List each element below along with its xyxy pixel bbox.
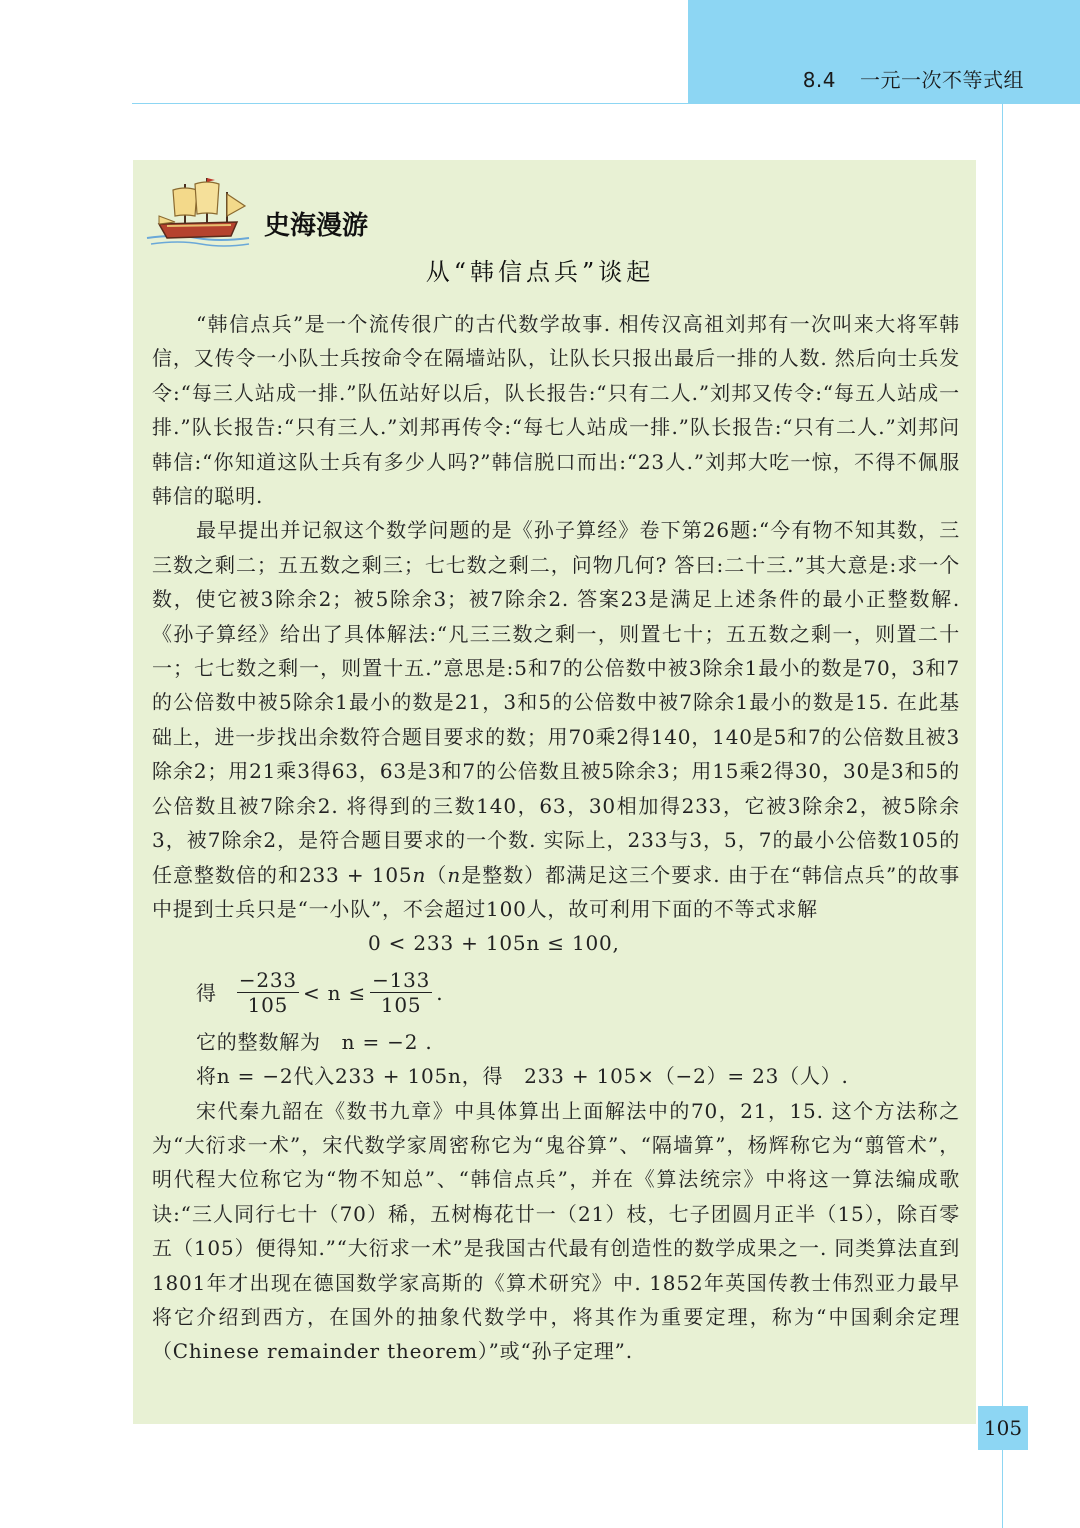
paragraph-sunzi-end: 是整数）都满足这三个要求. 由于在“韩信点兵”的故事中提到士兵只是“一小队”，不会超过100人，故可利用下面的不等式求解: [152, 862, 960, 921]
header-rule: [132, 103, 688, 104]
variable-n: n: [412, 862, 427, 887]
fraction-right-numerator: −133: [372, 968, 431, 993]
page-number: 105: [978, 1406, 1028, 1450]
article-title: 从“韩信点兵”谈起: [425, 258, 655, 286]
variable-n: n: [447, 862, 462, 887]
running-header: [0, 64, 1024, 93]
fraction-relation: < n ≤: [302, 980, 367, 1005]
paragraph-history: 宋代秦九韶在《数书九章》中具体算出上面解法中的70，21，15. 这个方法称之为“大衍求一术”，宋代数学家周密称它为“鬼谷算”、“隔墙算”，杨辉称它为“翦管术”，明代程大位称它为“物不知总”、“韩信点兵”，并在《算法统宗》中将这一算法编成歌诀:“三人同行七十（70）稀，五树梅花廿一（21）枝，七子团圆月正半（15），除百零五（105）便得知.”“大衍求一术”是我国古代最有创造性的数学成果之一. 同类算法直到1801年才出现在德国数学家高斯的《算术研究》中. 1852年英国传教士伟烈亚力最早将它介绍到西方，在国外的抽象代数学中，将其作为重要定理，称为“中国剩余定理（Chinese remainder theorem）”或“孙子定理”.: [152, 1098, 960, 1364]
section-number: 8.4: [802, 68, 836, 92]
fraction-left-denominator: 105: [247, 993, 289, 1018]
fraction-end: .: [436, 980, 444, 1005]
paragraph-sunzi: [152, 513, 960, 926]
fraction-right: [370, 968, 432, 1017]
paragraph-story: “韩信点兵”是一个流传很广的古代数学故事. 相传汉高祖刘邦有一次叫来大将军韩信，又传令一小队士兵按命令在隔墙站队，让队长只报出最后一排的人数. 然后向士兵发令:“每三人站成一排.”队伍站好以后，队长报告:“只有二人.”刘邦又传令:“每五人站成一排.”队长报告:“只有三人.”刘邦再传令:“每七人站成一排.”队长报告:“只有二人.”刘邦问韩信:“你知道这队士兵有多少人吗?”韩信脱口而出:“23人.”刘邦大吃一惊，不得不佩服韩信的聪明.: [152, 312, 960, 509]
paragraph-sunzi-mid: （: [426, 862, 448, 887]
sailing-ship-icon: [145, 176, 251, 256]
section-title: 一元一次不等式组: [860, 68, 1024, 92]
fraction-formula: [152, 961, 960, 1025]
margin-rule: [1002, 104, 1003, 1528]
derive-label: 得: [196, 980, 217, 1005]
inequality-formula: 0 < 233 + 105n ≤ 100,: [368, 931, 620, 956]
column-title: 史海漫游: [264, 211, 369, 241]
fraction-left: [237, 968, 299, 1017]
substitution-line: 将n = −2代入233 + 105n，得 233 + 105×（−2）= 23（人）.: [196, 1064, 849, 1089]
paragraph-sunzi-text: 最早提出并记叙这个数学问题的是《孙子算经》卷下第26题:“今有物不知其数，三三数之剩二；五五数之剩三；七七数之剩二，问物几何? 答曰:二十三.”其大意是:求一个数，使它被3除余2；被5除余3；被7除余2. 答案23是满足上述条件的最小正整数解.《孙子算经》给出了具体解法:“凡三三数之剩一，则置七十；五五数之剩一，则置二十一；七七数之剩一，则置十五.”意思是:5和7的公倍数中被3除余1最小的数是70，3和7的公倍数中被5除余1最小的数是21，3和5的公倍数中被7除余1最小的数是15. 在此基础上，进一步找出余数符合题目要求的数；用70乘2得140，140是5和7的公倍数且被3除余2；用21乘3得63，63是3和7的公倍数且被5除余3；用15乘2得30，30是3和5的公倍数且被7除余2. 将得到的三数140，63，30相加得233，它被3除余2，被5除余3，被7除余2，是符合题目要求的一个数. 实际上，233与3，5，7的最小公倍数105的任意整数倍的和233 + 105: [152, 518, 960, 887]
article-body: [152, 307, 960, 1369]
fraction-right-denominator: 105: [380, 993, 422, 1018]
fraction-left-numerator: −233: [238, 968, 297, 993]
integer-solution: 它的整数解为 n = −2 .: [196, 1029, 433, 1054]
